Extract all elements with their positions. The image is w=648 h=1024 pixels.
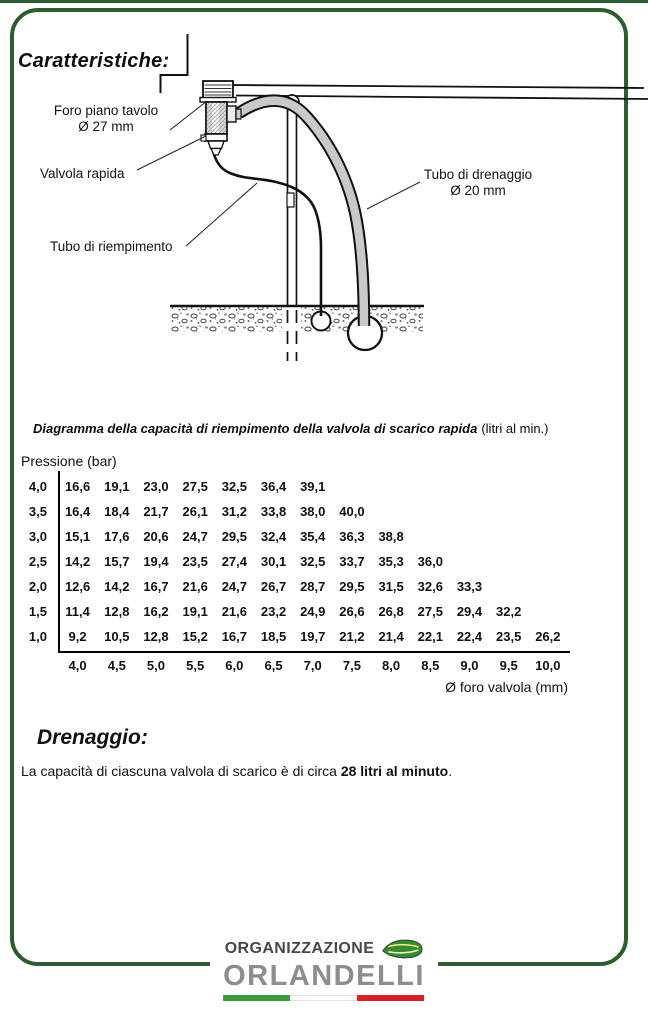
page-title: Caratteristiche: [18,50,170,72]
table-cell [332,474,371,499]
table-cell [489,574,528,599]
table-cell [528,499,567,524]
table-cell: 26,6 [339,604,365,619]
table-cell: 14,2 [104,579,130,594]
capacity-table [21,474,567,674]
table-cell: 18,5 [260,629,287,644]
table-cell: 16,7 [221,629,247,644]
valve-bore-axis-label: Ø foro valvola (mm) [445,679,568,695]
table-cell [411,499,450,524]
drain-label-line1: Tubo di drenaggio [423,167,533,182]
table-cell: 35,3 [378,554,404,569]
hole-label-line1: Foro piano tavolo [53,103,159,118]
column-header: 9,5 [499,657,518,673]
table-cell [450,549,489,574]
table-cell: 20,6 [143,529,169,544]
table-cell: 32,4 [260,529,287,544]
table-cell: 27,5 [417,604,443,619]
row-pressure-label: 1,0 [28,629,47,644]
table-cell [372,499,411,524]
diagram-label-fill-tube: Tubo di riempimento [50,239,173,254]
table-cell [450,524,489,549]
column-header: 6,0 [225,657,244,673]
table-cell: 19,4 [143,554,169,569]
drainage-heading: Drenaggio: [37,726,148,749]
drain-label-line2: Ø 20 mm [450,183,506,198]
table-cell: 40,0 [339,504,365,519]
table-cell: 15,1 [64,529,91,544]
table-cell: 10,5 [104,629,130,644]
table-cell: 23,0 [143,479,169,494]
table-cell [528,574,567,599]
table-cell: 33,8 [260,504,287,519]
table-cell: 29,5 [339,579,365,594]
row-pressure-label: 3,5 [28,504,47,519]
table-cell: 32,5 [221,479,247,494]
drainage-text-prefix: La capacità di ciascuna valvola di scarico è di circa [21,763,341,779]
table-cell: 22,1 [417,629,443,644]
row-pressure-label: 3,0 [28,529,47,544]
table-caption-title: Diagramma della capacità di riempimento della valvola di scarico rapida [33,421,478,436]
row-pressure-label: 4,0 [28,479,47,494]
column-header: 7,0 [303,657,322,673]
table-cell: 21,7 [143,504,169,519]
pressure-axis-label: Pressione (bar) [21,453,117,469]
leaf-logo-icon [381,938,423,960]
table-cell: 11,4 [65,604,90,619]
table-cell [489,499,528,524]
column-header: 5,5 [186,657,205,673]
table-cell: 32,6 [417,579,443,594]
table-cell: 18,4 [104,504,130,519]
table-caption-unit: (litri al min.) [481,421,549,436]
table-cell: 16,2 [143,604,169,619]
table-cell: 30,1 [260,554,287,569]
table-cell: 19,7 [300,629,326,644]
column-header: 4,5 [107,657,126,673]
table-cell: 29,5 [221,529,247,544]
table-cell: 39,1 [300,479,326,494]
table-cell: 33,3 [456,579,483,594]
organization-label: ORGANIZZAZIONE [224,940,375,957]
leader-lines [137,101,420,246]
orlandelli-logo [210,936,438,1005]
table-cell: 23,5 [496,629,522,644]
drainage-text-bold: 28 litri al minuto [340,763,449,779]
table-cell [528,599,567,624]
table-cell: 36,4 [260,479,287,494]
row-pressure-label: 1,5 [28,604,47,619]
table-cell: 35,4 [300,529,326,544]
table-x-axis-line [58,651,570,653]
flag-white-segment [291,995,358,1001]
column-header: 4,0 [68,657,87,673]
table-cell: 16,7 [143,579,169,594]
table-y-axis-line [58,471,60,653]
table-cell: 28,7 [300,579,326,594]
column-header: 10,0 [535,657,561,673]
valve-side-port [227,106,236,122]
diagram-label-valve: Valvola rapida [40,166,125,181]
table-caption [33,421,549,436]
table-cell: 31,2 [221,504,247,519]
table-cell [528,549,567,574]
table-cell: 33,7 [339,554,365,569]
table-cell: 21,4 [378,629,404,644]
column-header: 7,5 [342,657,361,673]
table-cell: 21,6 [221,604,247,619]
table-edge-profile [161,34,188,93]
table-cell: 24,9 [300,604,326,619]
table-cell: 38,0 [300,504,326,519]
table-cell [489,474,528,499]
table-cell: 26,1 [182,504,208,519]
table-cell [450,474,489,499]
hole-label-line2: Ø 27 mm [78,119,134,134]
table-cell: 15,2 [182,629,208,644]
table-cell [489,549,528,574]
table-cell: 32,2 [496,604,522,619]
table-cell: 15,7 [104,554,130,569]
column-header: 9,0 [460,657,479,673]
table-cell: 26,8 [378,604,404,619]
corner-cell [21,649,58,674]
table-cell: 27,4 [221,554,247,569]
table-cell: 17,6 [104,529,130,544]
table-cell: 16,4 [64,504,91,519]
table-cell: 24,7 [182,529,208,544]
column-header: 6,5 [264,657,283,673]
table-cell [528,474,567,499]
table-cell: 26,2 [535,629,561,644]
table-cell: 19,1 [104,479,130,494]
table-cell: 26,7 [260,579,287,594]
valve-assembly [200,81,241,155]
support-post [285,95,299,306]
valve-collar [205,134,227,141]
table-cell: 12,8 [143,629,169,644]
table-cell: 27,5 [182,479,208,494]
table-cell [411,474,450,499]
table-cell: 19,1 [182,604,208,619]
drainage-text-suffix: . [448,763,453,779]
valve-diagram [0,0,648,400]
brand-name: ORLANDELLI [223,960,425,992]
table-cell: 21,6 [182,579,208,594]
drainage-tube [239,101,364,326]
diagram-label-hole [40,103,172,135]
table-cell [450,499,489,524]
table-cell [372,474,411,499]
table-cell: 38,8 [378,529,404,544]
table-cell: 22,4 [456,629,483,644]
table-cell: 31,5 [378,579,404,594]
flag-red-segment [358,995,425,1001]
row-pressure-label: 2,5 [28,554,47,569]
column-header: 8,5 [421,657,440,673]
table-cell [411,524,450,549]
table-cell: 21,2 [339,629,365,644]
table-cell [489,524,528,549]
table-cell: 32,5 [300,554,326,569]
table-cell: 23,5 [182,554,208,569]
column-header: 8,0 [382,657,401,673]
table-cell: 12,8 [104,604,130,619]
italy-flag-stripe [224,995,425,1001]
column-header: 5,0 [146,657,165,673]
flag-green-segment [224,995,291,1001]
table-cell [528,524,567,549]
table-cell: 24,7 [221,579,247,594]
table-cell: 12,6 [64,579,91,594]
valve-nozzle [208,141,224,149]
table-cell: 16,6 [64,479,91,494]
table-cell: 23,2 [260,604,287,619]
row-pressure-label: 2,0 [28,579,47,594]
table-cell: 36,3 [339,529,365,544]
filling-tube [214,153,322,316]
table-cell: 9,2 [68,629,87,644]
diagram-label-drain-tube [403,167,553,199]
table-cell: 29,4 [456,604,483,619]
drainage-text [21,763,621,779]
table-cell: 14,2 [64,554,91,569]
table-cell: 36,0 [417,554,443,569]
